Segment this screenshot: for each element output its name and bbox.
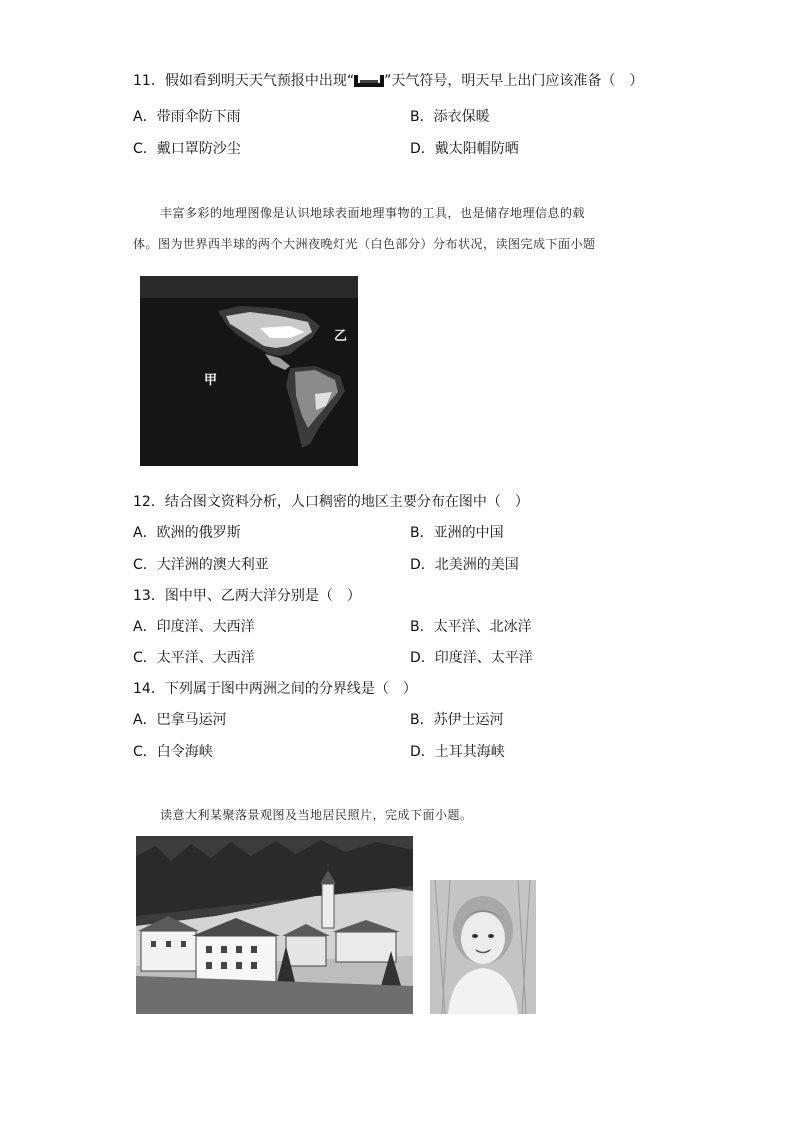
resident-portrait-photo (430, 880, 536, 1014)
q13-option-b[interactable]: B．太平洋、北冰洋 (410, 619, 532, 635)
q12-option-b[interactable]: B．亚洲的中国 (410, 525, 504, 541)
q11-option-c[interactable]: C．戴口罩防沙尘 (133, 141, 241, 157)
q11-stem (133, 72, 643, 90)
passage2-line1: 读意大利某聚落景观图及当地居民照片，完成下面小题。 (160, 808, 473, 822)
q13-option-a[interactable]: A．印度洋、大西洋 (133, 619, 255, 635)
q13-stem: 13．图中甲、乙两大洋分别是（ ） (133, 588, 361, 604)
q11-option-d[interactable]: D．戴太阳帽防晒 (410, 141, 519, 157)
q14-option-c[interactable]: C．白令海峡 (133, 744, 213, 760)
q13-option-c[interactable]: C．太平洋、大西洋 (133, 650, 255, 666)
q14-stem: 14．下列属于图中两洲之间的分界线是（ ） (133, 681, 417, 697)
map-label-jia: 甲 (204, 373, 218, 388)
passage1-line2: 体。图为世界西半球的两个大洲夜晚灯光（白色部分）分布状况，读图完成下面小题 (133, 237, 596, 251)
q13-option-d[interactable]: D．印度洋、太平洋 (410, 650, 533, 666)
map-label-yi: 乙 (334, 329, 348, 344)
q14-option-b[interactable]: B．苏伊士运河 (410, 712, 504, 728)
sandstorm-weather-symbol-icon (354, 75, 384, 87)
q14-option-d[interactable]: D．土耳其海峡 (410, 744, 505, 760)
q11-option-a[interactable]: A．带雨伞防下雨 (133, 109, 241, 125)
q11-stem-before: 11．假如看到明天天气预报中出现“ (133, 73, 355, 89)
q12-stem: 12．结合图文资料分析，人口稠密的地区主要分布在图中（ ） (133, 494, 529, 510)
q14-option-a[interactable]: A．巴拿马运河 (133, 712, 227, 728)
village-landscape-photo (136, 836, 413, 1014)
q12-option-d[interactable]: D．北美洲的美国 (410, 557, 519, 573)
q12-option-a[interactable]: A．欧洲的俄罗斯 (133, 525, 241, 541)
passage1-line1: 丰富多彩的地理图像是认识地球表面地理事物的工具，也是储存地理信息的载 (160, 206, 586, 220)
q12-option-c[interactable]: C．大洋洲的澳大利亚 (133, 557, 269, 573)
q11-option-b[interactable]: B．添衣保暖 (410, 109, 490, 125)
q11-stem-after: ”天气符号，明天早上出门应该准备（ ） (384, 73, 644, 89)
night-lights-map (140, 276, 358, 466)
